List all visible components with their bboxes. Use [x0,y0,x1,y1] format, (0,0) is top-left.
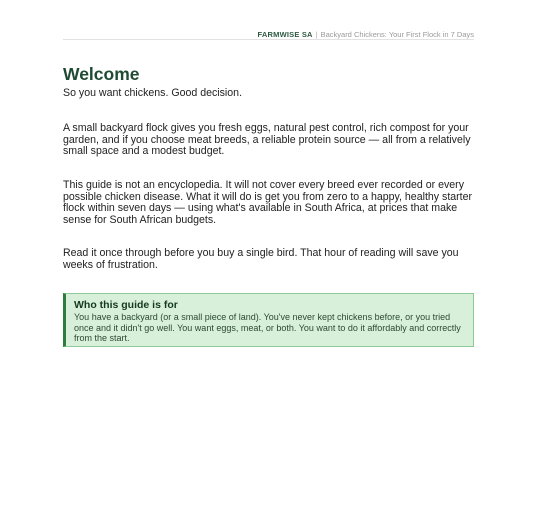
brand-name: FARMWISE SA [257,30,313,39]
audience-callout-box [63,293,474,347]
header-separator: | [315,30,318,39]
body-paragraph: A small backyard flock gives you fresh eggs, natural pest control, rich compost for your garden, and if you choose meat breeds, a reliable protein source — all from a relatively small space and a modest budget. [63,122,471,158]
callout-body: You have a backyard (or a small piece of land). You've never kept chickens before, or you tried once and it didn't go well. You want eggs, meat, or both. You want to do it affordably and correctly from the start. [74,312,461,344]
header-divider [63,39,474,40]
section-title: Welcome [63,64,140,84]
callout-title: Who this guide is for [74,299,178,311]
running-header [63,30,474,39]
intro-paragraph: So you want chickens. Good decision. [63,87,243,99]
body-paragraph: This guide is not an encyclopedia. It will not cover every breed ever recorded or every possible chicken disease. What it will do is get you from zero to a happy, healthy starter flock within seven days — using what's available in South Africa, at prices that make sense for South African budgets. [63,179,473,227]
body-paragraph: Read it once through before you buy a single bird. That hour of reading will save you weeks of frustration. [63,247,459,271]
document-title: Backyard Chickens: Your First Flock in 7 Days [320,30,474,39]
